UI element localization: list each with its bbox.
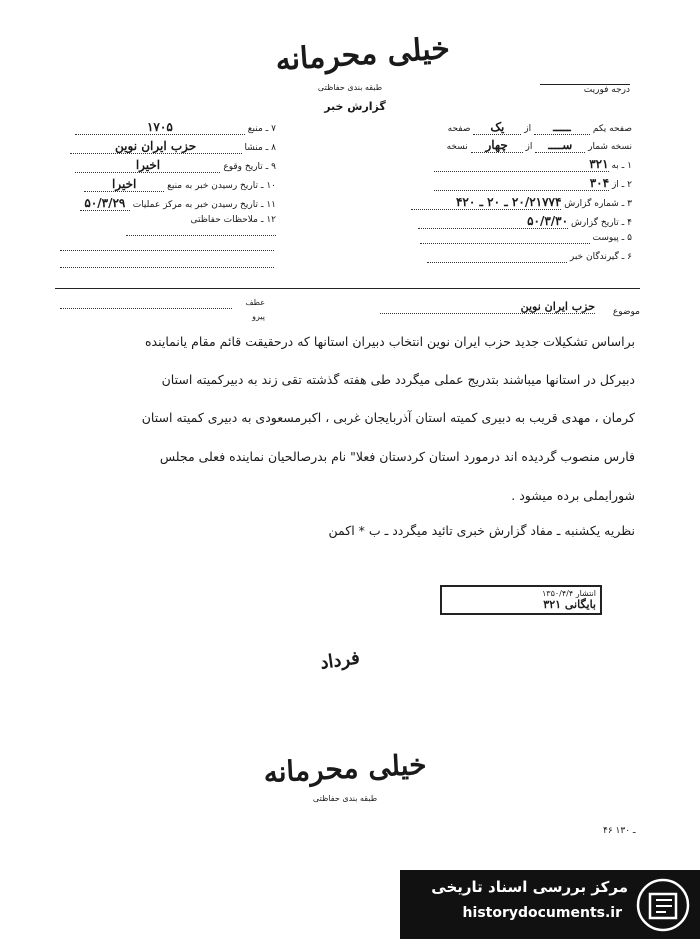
field-to: ۱ ـ به ۳۲۱ xyxy=(400,157,632,172)
reference-label: عطف xyxy=(245,298,265,307)
logo-icon xyxy=(636,878,690,932)
classification-subtitle-bottom: طبقه بندی حفاظتی xyxy=(312,794,378,803)
stamp-line-2: بایگانی ۳۲۱ xyxy=(543,598,596,611)
field-copy: نسخه شمار ســــ از چهار نسخه xyxy=(446,138,632,152)
field-from: ۲ ـ از ۳۰۴ xyxy=(400,176,632,191)
subject-label: موضوع xyxy=(612,307,640,317)
field-report-number: ۳ ـ شماره گزارش ۲۰/۲۱۷۷۴ ـ ۲۰ ـ ۴۲۰ xyxy=(400,195,632,210)
watermark-title: مرکز بررسی اسناد تاریخی xyxy=(431,878,628,896)
reference-line xyxy=(60,308,232,309)
body-line-4: فارس منصوب گردیده اند درمورد استان کردستان فعلا" نام بدرصالحیان نماینده فعلی مجلس xyxy=(159,449,635,464)
watermark-band xyxy=(400,870,700,939)
reference-sub: پیرو xyxy=(252,312,265,321)
body-line-5: شورایملی برده میشود . xyxy=(511,488,635,503)
field-center-received-date: ۱۱ ـ تاریخ رسیدن خبر به مرکز عملیات ۵۰/۳/۲۹ xyxy=(40,196,276,211)
field-source: ۷ ـ منبع ۱۷۰۵ xyxy=(40,120,276,135)
blank-line xyxy=(60,267,274,268)
classification-subtitle: طبقه بندی حفاظتی xyxy=(317,83,383,92)
field-page: صفحه یکم ـــــ از یک صفحه xyxy=(447,120,632,134)
field-recipients: ۶ ـ گیرندگان خبر xyxy=(400,252,632,263)
urgency-label: درجه فوریت xyxy=(540,84,630,95)
section-divider xyxy=(55,288,640,289)
field-source-received-date: ۱۰ ـ تاریخ رسیدن خبر به منبع اخیرا xyxy=(40,177,276,192)
signature: فرداد xyxy=(318,647,362,674)
stamp-line-1: انتشار ۱۳۵۰/۴/۴ xyxy=(541,589,596,598)
subject-value: حزب ایران نوین xyxy=(380,300,595,314)
field-report-date: ۴ ـ تاریخ گزارش ۵۰/۳/۳۰ xyxy=(400,214,632,229)
report-type-title: گزارش خبر xyxy=(324,100,386,113)
form-code: ۴۶ ـ ۱۳۰ xyxy=(603,826,636,836)
body-line-3: کرمان ، مهدی قریب به دبیری کمیته استان آذربایجان غربی ، اکبرمسعودی به دبیری کمیته استان xyxy=(141,410,635,425)
field-attachment: ۵ ـ پیوست xyxy=(400,233,632,244)
field-origin: ۸ ـ منشا حزب ایران نوین xyxy=(40,139,276,154)
classification-stamp-bottom: خیلی محرمانه xyxy=(262,747,428,790)
body-line-1: براساس تشکیلات جدید حزب ایران نوین انتخاب دبیران استانها که درحقیقت قائم مقام یانماینده xyxy=(144,334,635,349)
blank-line xyxy=(60,250,274,251)
note-line: نظریه یکشنبه ـ مفاد گزارش خبری تائید میگردد ـ ب * اکمن xyxy=(328,523,635,538)
body-line-2: دبیرکل در استانها میباشند بتدریج عملی میگردد طی هفته گذشته تقی زند به دبیرکمیته استان xyxy=(161,372,635,387)
watermark-url: historydocuments.ir xyxy=(462,905,622,921)
classification-stamp-top: خیلی محرمانه xyxy=(274,31,451,79)
field-security-notes: ۱۲ ـ ملاحظات حفاظتی xyxy=(40,215,276,236)
registry-stamp xyxy=(440,585,602,615)
field-occurrence-date: ۹ ـ تاریخ وقوع اخیرا xyxy=(40,158,276,173)
